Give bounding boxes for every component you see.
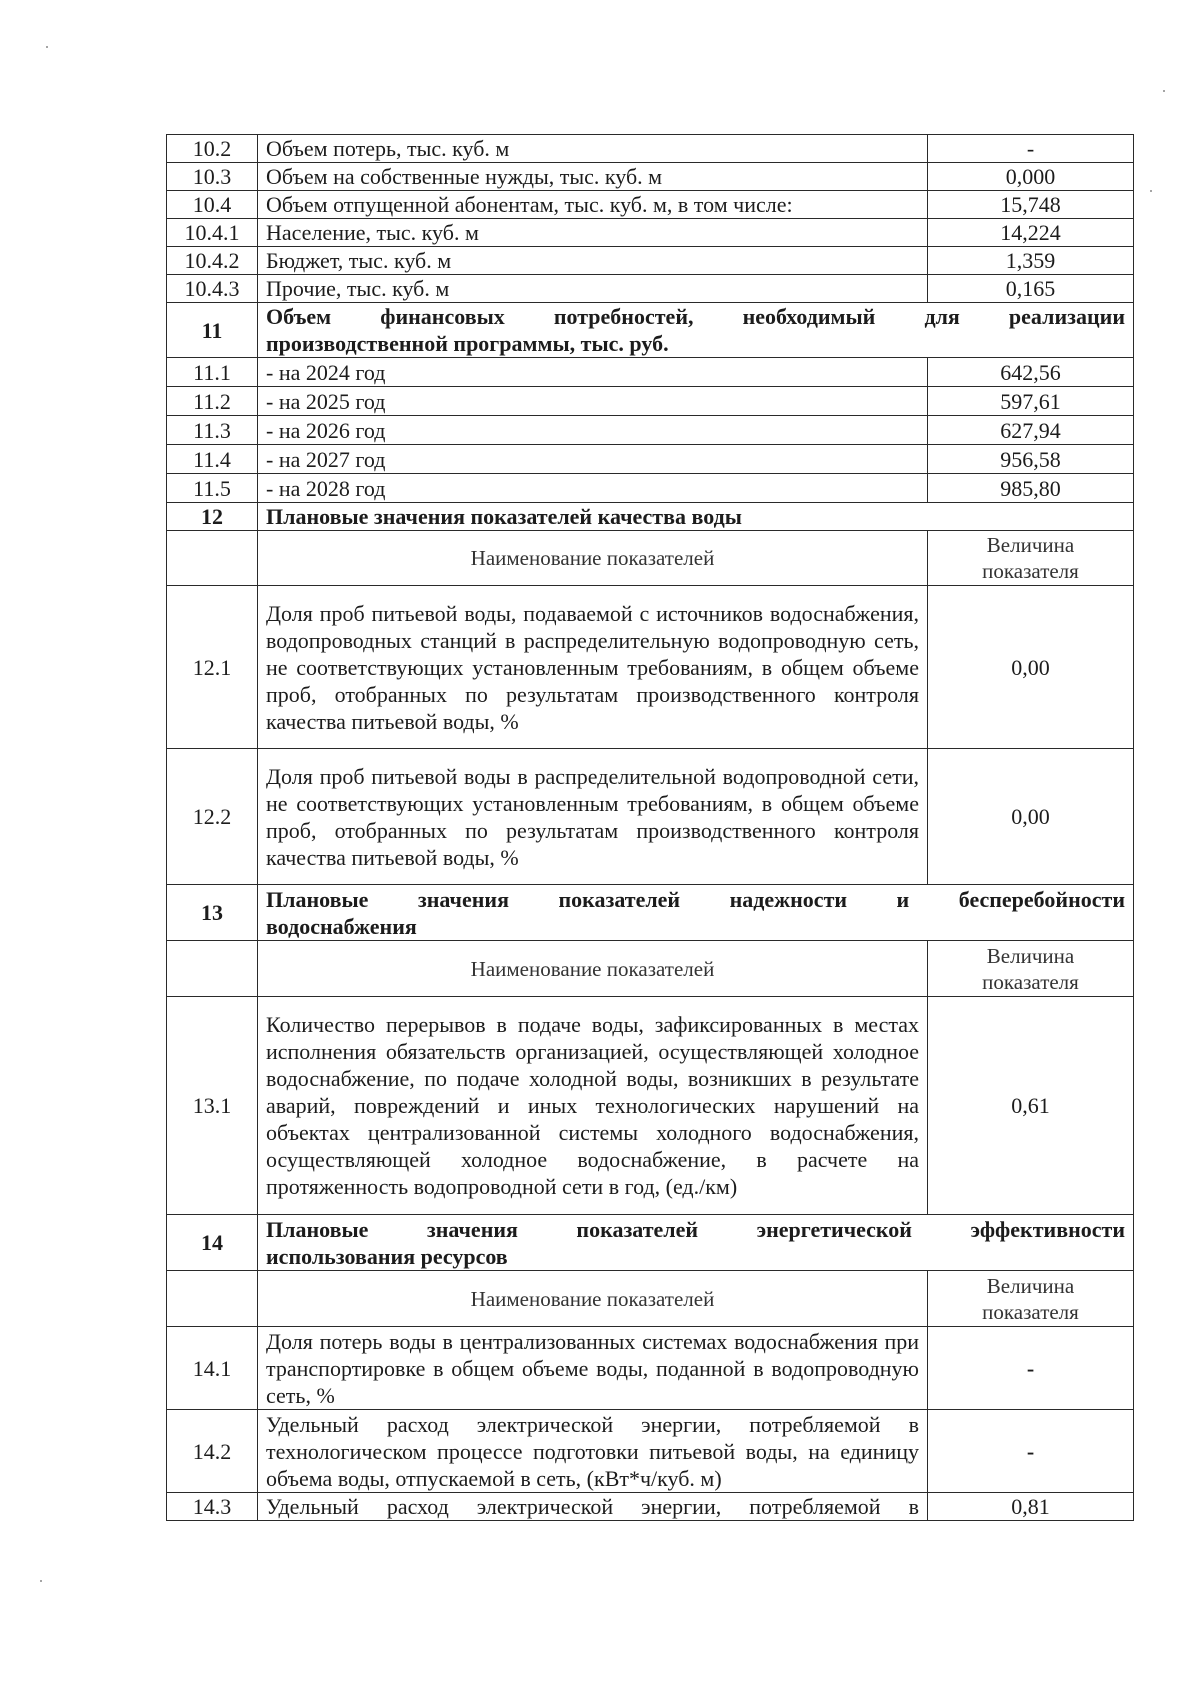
- row-value: 1,359: [928, 247, 1134, 275]
- row-number: 11.2: [167, 387, 258, 416]
- empty-cell: [167, 1271, 258, 1327]
- row-label: - на 2028 год: [258, 474, 928, 503]
- row-label: Объем потерь, тыс. куб. м: [258, 135, 928, 163]
- row-number: 14.1: [167, 1327, 258, 1410]
- row-value: 0,00: [928, 586, 1134, 749]
- row-value: 956,58: [928, 445, 1134, 474]
- row-value: 0,000: [928, 163, 1134, 191]
- table-row: [167, 387, 1134, 416]
- section-number: 12: [167, 503, 258, 531]
- scan-speck: [46, 46, 48, 48]
- section-header-row: [167, 503, 1134, 531]
- table-row: [167, 358, 1134, 387]
- table-row: [167, 163, 1134, 191]
- row-value: 0,00: [928, 749, 1134, 885]
- column-header-name: Наименование показателей: [258, 1271, 928, 1327]
- section-title-line: Плановые значения показателей надежности и бесперебойности: [266, 886, 1125, 912]
- table-row: [167, 586, 1134, 749]
- scan-speck: [1163, 90, 1165, 92]
- row-value: 627,94: [928, 416, 1134, 445]
- column-header-row: [167, 1271, 1134, 1327]
- table-row: [167, 191, 1134, 219]
- row-value: 0,81: [928, 1493, 1134, 1521]
- row-label: Количество перерывов в подаче воды, зафиксированных в местах исполнения обязательств организацией, осуществляющей холодное водоснабжение, по подаче холодной воды, возникших в результате аварий, повреждений и иных технологических нарушений на объектах централизованной системы холодного водоснабжения, осуществляющей холодное водоснабжение, в расчете на протяженность водопроводной сети в год, (ед./км): [258, 997, 928, 1215]
- row-value: -: [928, 1327, 1134, 1410]
- row-number: 12.2: [167, 749, 258, 885]
- table-row: [167, 474, 1134, 503]
- row-label: Население, тыс. куб. м: [258, 219, 928, 247]
- row-label: Доля потерь воды в централизованных системах водоснабжения при транспортировке в общем объеме воды, поданной в водопроводную сеть, %: [258, 1327, 928, 1410]
- scan-speck: [1150, 190, 1152, 192]
- row-label: Объем на собственные нужды, тыс. куб. м: [258, 163, 928, 191]
- row-number: 14.3: [167, 1493, 258, 1521]
- row-label: Бюджет, тыс. куб. м: [258, 247, 928, 275]
- table-row: [167, 247, 1134, 275]
- section-header-row: [167, 885, 1134, 941]
- section-title-line: производственной программы, тыс. руб.: [266, 331, 669, 356]
- column-header-value: Величина показателя: [928, 531, 1134, 586]
- section-title-line: Объем финансовых потребностей, необходимый для реализации: [266, 304, 1125, 329]
- table-row: [167, 1410, 1134, 1493]
- section-title: Плановые значения показателей качества воды: [258, 503, 1134, 531]
- section-number: 13: [167, 885, 258, 941]
- column-header-row: [167, 531, 1134, 586]
- section-title-line: Плановые значения показателей энергетической эффективности: [266, 1216, 1125, 1242]
- row-number: 10.2: [167, 135, 258, 163]
- row-number: 10.4.2: [167, 247, 258, 275]
- row-value: -: [928, 135, 1134, 163]
- empty-cell: [167, 531, 258, 586]
- column-header-name: Наименование показателей: [258, 941, 928, 997]
- section-number: 14: [167, 1215, 258, 1271]
- row-number: 10.3: [167, 163, 258, 191]
- table-row: [167, 445, 1134, 474]
- indicators-table: [166, 134, 1134, 1521]
- row-number: 12.1: [167, 586, 258, 749]
- row-number: 14.2: [167, 1410, 258, 1493]
- row-value: 15,748: [928, 191, 1134, 219]
- row-number: 11.5: [167, 474, 258, 503]
- table-row: [167, 275, 1134, 303]
- row-number: 10.4.1: [167, 219, 258, 247]
- section-title: [258, 885, 1134, 941]
- column-header-value: Величина показателя: [928, 1271, 1134, 1327]
- row-value: 14,224: [928, 219, 1134, 247]
- section-title: [258, 303, 1134, 358]
- row-number: 11.1: [167, 358, 258, 387]
- row-label: Удельный расход электрической энергии, потребляемой в технологическом процессе подготовки питьевой воды, на единицу объема воды, отпускаемой в сеть, (кВт*ч/куб. м): [258, 1410, 928, 1493]
- table-row: [167, 749, 1134, 885]
- empty-cell: [167, 941, 258, 997]
- table-row: [167, 135, 1134, 163]
- row-label: Прочие, тыс. куб. м: [258, 275, 928, 303]
- section-number: 11: [167, 303, 258, 358]
- section-header-row: [167, 303, 1134, 358]
- row-label: Доля проб питьевой воды в распределительной водопроводной сети, не соответствующих установленным требованиям, в общем объеме проб, отобранных по результатам производственного контроля качества питьевой воды, %: [258, 749, 928, 885]
- table-row: [167, 997, 1134, 1215]
- table-row: [167, 416, 1134, 445]
- section-title-line: водоснабжения: [266, 913, 417, 939]
- row-number: 10.4.3: [167, 275, 258, 303]
- section-title: [258, 1215, 1134, 1271]
- row-label: - на 2027 год: [258, 445, 928, 474]
- row-label: - на 2024 год: [258, 358, 928, 387]
- row-value: 642,56: [928, 358, 1134, 387]
- row-number: 13.1: [167, 997, 258, 1215]
- section-header-row: [167, 1215, 1134, 1271]
- row-label: - на 2025 год: [258, 387, 928, 416]
- row-value: 597,61: [928, 387, 1134, 416]
- section-title-line: использования ресурсов: [266, 1243, 508, 1269]
- row-label: Объем отпущенной абонентам, тыс. куб. м, в том числе:: [258, 191, 928, 219]
- row-value: 0,165: [928, 275, 1134, 303]
- table-row: [167, 1327, 1134, 1410]
- row-number: 11.3: [167, 416, 258, 445]
- scan-speck: [40, 1580, 42, 1582]
- row-label: Удельный расход электрической энергии, потребляемой в: [258, 1493, 928, 1521]
- table-row: [167, 219, 1134, 247]
- column-header-value: Величина показателя: [928, 941, 1134, 997]
- row-value: 0,61: [928, 997, 1134, 1215]
- row-number: 11.4: [167, 445, 258, 474]
- row-value: -: [928, 1410, 1134, 1493]
- column-header-row: [167, 941, 1134, 997]
- row-label: Доля проб питьевой воды, подаваемой с источников водоснабжения, водопроводных станций в распределительную водопроводную сеть, не соответствующих установленным требованиям, в общем объеме проб, отобранных по результатам производственного контроля качества питьевой воды, %: [258, 586, 928, 749]
- table-row: [167, 1493, 1134, 1521]
- row-label: - на 2026 год: [258, 416, 928, 445]
- column-header-name: Наименование показателей: [258, 531, 928, 586]
- row-number: 10.4: [167, 191, 258, 219]
- row-value: 985,80: [928, 474, 1134, 503]
